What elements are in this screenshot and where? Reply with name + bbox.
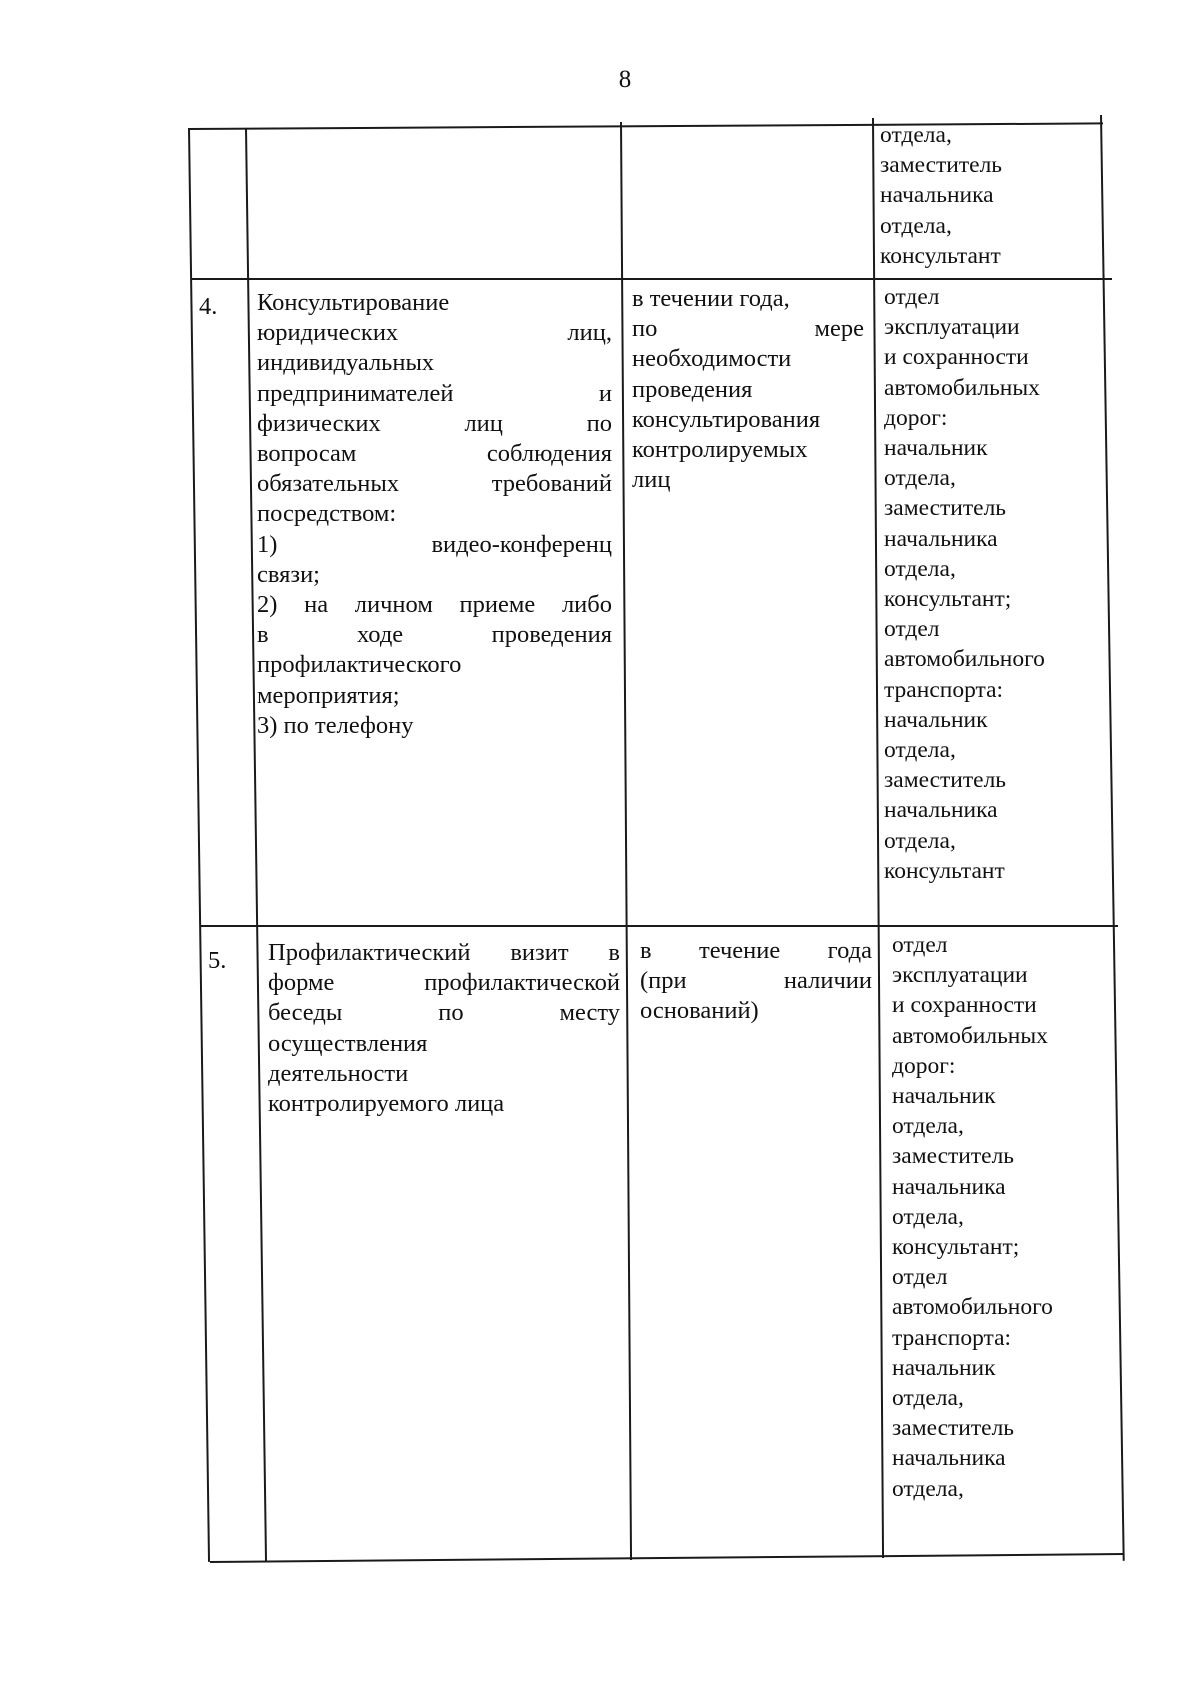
activity-line: 2) на личном приеме либо (257, 591, 612, 619)
activity-line: предпринимателей и (257, 379, 612, 407)
row-5-responsible: отдел эксплуатации и сохранности автомобильных дорог: начальник отдела, заместитель начальника отдела, консультант; отдел автомобильного транспорта: начальник отдела, заместитель начальника отдела, (892, 932, 1053, 1502)
activity-line: посредством: (257, 500, 397, 528)
activity-line: индивидуальных (257, 349, 435, 377)
row-5-timing (640, 936, 872, 1027)
activity-line: в ходе проведения (257, 621, 612, 649)
row-5-activity (268, 938, 620, 1119)
timing-line: оснований) (640, 997, 759, 1025)
timing-line: проведения (632, 375, 753, 403)
row-4-number: 4. (199, 293, 218, 320)
row-divider-2 (200, 925, 1118, 927)
row-4-activity (257, 288, 612, 741)
col-border-left (188, 128, 210, 1562)
activity-line: юридических лиц, (257, 319, 612, 347)
timing-line: контролируемых (632, 436, 808, 464)
activity-line: контролируемого лица (268, 1090, 505, 1118)
continuation-responsible: отдела, заместитель начальника отдела, консультант (880, 122, 1003, 269)
activity-line: деятельности (268, 1059, 409, 1087)
activity-line: профилактического (257, 651, 462, 679)
col-border-activity (620, 122, 632, 1560)
activity-line: Профилактический визит в (268, 939, 620, 966)
timing-line: в течении года, (632, 285, 790, 312)
activity-line: беседы по месту (268, 999, 620, 1027)
activity-line: обязательных требований (257, 470, 612, 498)
activity-line: 1) видео-конференц (257, 530, 612, 558)
timing-line: лиц (632, 466, 671, 494)
timing-line: необходимости (632, 345, 792, 373)
activity-line: форме профилактической (268, 969, 620, 997)
row-4-responsible: отдел эксплуатации и сохранности автомобильных дорог: начальник отдела, заместитель начальника отдела, консультант; отдел автомобильного транспорта: начальник отдела, заместитель начальника отдела, консультант (884, 284, 1045, 884)
row-4-timing (632, 284, 864, 495)
activity-line: 3) по телефону (257, 711, 414, 739)
page-number: 8 (618, 66, 632, 93)
activity-line: мероприятия; (257, 681, 400, 709)
activity-line: осуществления (268, 1029, 428, 1057)
activity-line: Консультирование (257, 289, 450, 316)
col-border-timing (872, 118, 884, 1558)
timing-line: консультирования (632, 405, 821, 433)
timing-line: в течение года (640, 937, 872, 964)
activity-line: связи; (257, 560, 320, 588)
timing-line: (при наличии (640, 967, 872, 995)
activity-line: вопросам соблюдения (257, 440, 612, 468)
row-divider-1 (192, 278, 1112, 280)
row-5-number: 5. (208, 947, 227, 974)
timing-line: по мере (632, 315, 864, 343)
activity-line: физических лиц по (257, 409, 612, 437)
table-bottom-border (210, 1553, 1124, 1563)
